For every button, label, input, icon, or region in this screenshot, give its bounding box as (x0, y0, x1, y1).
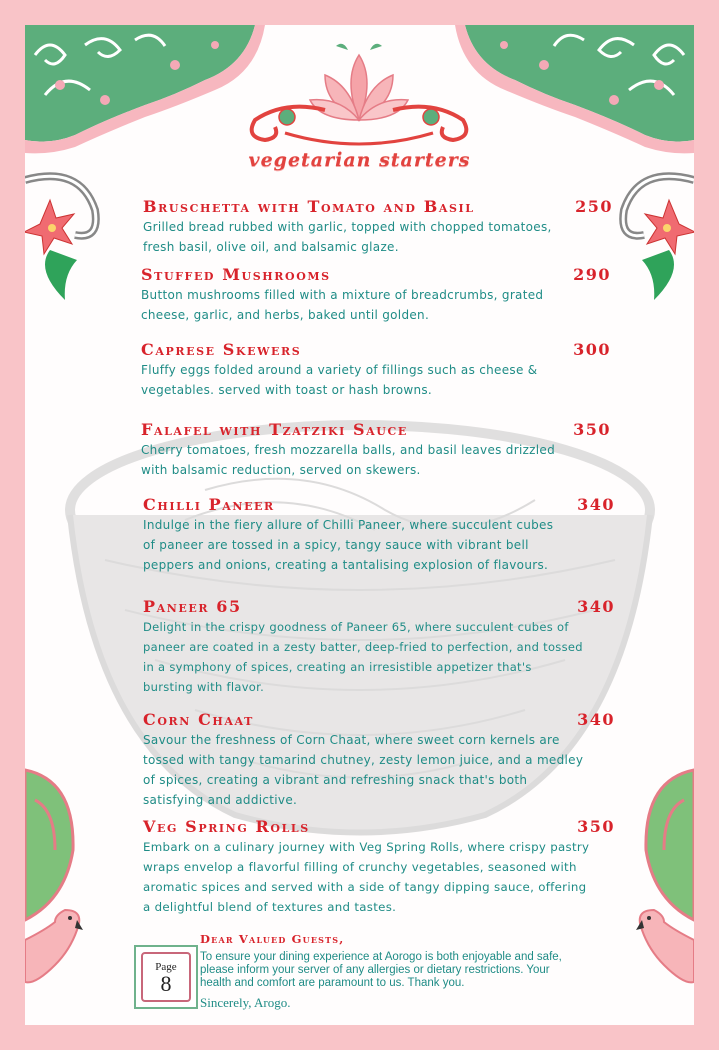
left-swan-ornament (25, 750, 85, 990)
item-price: 350 (577, 817, 615, 836)
item-description: Grilled bread rubbed with garlic, topped with chopped tomatoes, fresh basil, olive oil, and balsamic glaze. (143, 220, 552, 254)
item-price: 290 (573, 265, 611, 284)
notice-message: To ensure your dining experience at Aorogo is both enjoyable and safe, please inform your server of any allergies or dietary restrictions. Your health and comfort are paramount to us. Thank you. (200, 951, 562, 989)
item-price: 350 (573, 420, 611, 439)
item-price: 340 (577, 597, 615, 616)
item-price: 300 (573, 340, 611, 359)
item-name: Caprese Skewers (141, 340, 302, 359)
right-flower-ornament (614, 170, 694, 305)
section-title: vegetarian starters (248, 149, 471, 171)
item-description: Button mushrooms filled with a mixture of breadcrumbs, grated cheese, garlic, and herbs, baked until golden. (141, 288, 544, 322)
menu-item (143, 197, 613, 257)
item-name: Veg Spring Rolls (143, 817, 310, 836)
item-description: Savour the freshness of Corn Chaat, where sweet corn kernels are tossed with tangy tamarind chutney, zesty lemon juice, and a medley of spices, creating a vibrant and refreshing snack that's both satisfying and addictive. (143, 733, 584, 807)
item-price: 340 (577, 710, 615, 729)
item-description: Delight in the crispy goodness of Paneer 65, where succulent cubes of paneer are coated in a zesty batter, deep-fried to perfection, and tossed in a symphony of spices, creating an irresistible appetizer that's bursting with flavor. (143, 620, 583, 694)
menu-item (143, 495, 615, 575)
item-price: 340 (577, 495, 615, 514)
guest-notice (200, 932, 694, 1011)
item-name: Paneer 65 (143, 597, 242, 616)
item-name: Falafel with Tzatziki Sauce (141, 420, 408, 439)
item-description: Indulge in the fiery allure of Chilli Paneer, where succulent cubes of paneer are tossed in a spicy, tangy sauce with vibrant bell peppers and onions, creating a tantalising explosion of flavours. (143, 518, 554, 572)
header-ornament (25, 25, 694, 165)
item-price: 250 (575, 197, 613, 216)
menu-item (143, 710, 615, 810)
item-name: Corn Chaat (143, 710, 254, 729)
menu-item (141, 420, 611, 480)
page-number: 8 (160, 971, 172, 996)
menu-page (25, 25, 694, 1025)
menu-item (141, 265, 611, 325)
menu-item (141, 340, 611, 400)
item-description: Embark on a culinary journey with Veg Spring Rolls, where crispy pastry wraps envelop a flavorful filling of crunchy vegetables, seasoned with aromatic spices and served with a side of tangy dipping sauce, offering a delightful blend of textures and tastes. (143, 840, 590, 914)
notice-signoff: Sincerely, Arogo. (200, 995, 291, 1010)
item-description: Cherry tomatoes, fresh mozzarella balls, and basil leaves drizzled with balsamic reduction, served on skewers. (141, 443, 556, 477)
left-flower-ornament (25, 170, 105, 305)
item-name: Bruschetta with Tomato and Basil (143, 197, 475, 216)
page-label: Page (155, 961, 177, 973)
menu-item (143, 817, 615, 917)
notice-greeting: Dear Valued Guests, (200, 932, 345, 946)
item-description: Fluffy eggs folded around a variety of fillings such as cheese & vegetables. served with toast or hash browns. (141, 363, 538, 397)
page-number-badge (134, 945, 198, 1009)
item-name: Chilli Paneer (143, 495, 275, 514)
menu-item (143, 597, 615, 697)
item-name: Stuffed Mushrooms (141, 265, 331, 284)
